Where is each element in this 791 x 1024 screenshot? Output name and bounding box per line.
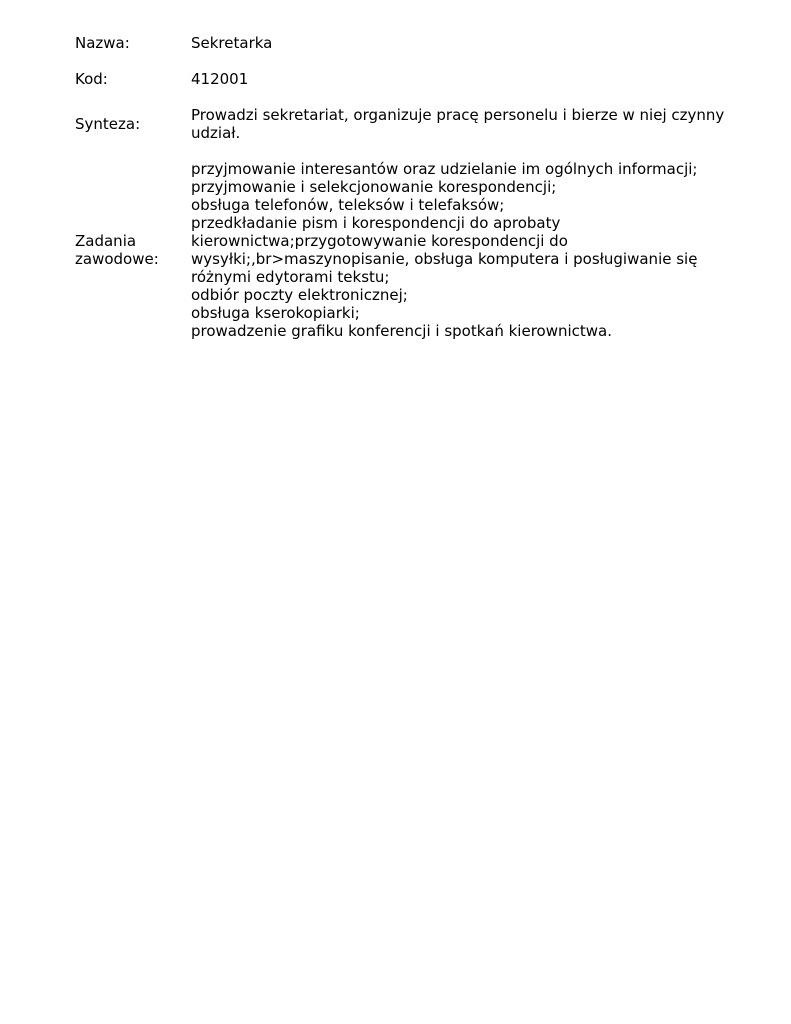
spacer-row: [72, 142, 752, 160]
task-item: prowadzenie grafiku konferencji i spotkań kierownictwa.: [191, 322, 613, 340]
synthesis-row: [72, 106, 752, 142]
tasks-row: [72, 160, 752, 340]
tasks-label: Zadania zawodowe:: [75, 232, 159, 268]
code-label: Kod:: [75, 70, 108, 88]
code-value: 412001: [191, 70, 249, 88]
task-item: obsługa kserokopiarki;: [191, 304, 360, 322]
tasks-list: [191, 160, 752, 340]
task-item: przyjmowanie interesantów oraz udzielanie im ogólnych informacji;: [191, 160, 698, 178]
code-row: [72, 70, 752, 88]
synthesis-label: Synteza:: [75, 115, 141, 133]
task-item: przyjmowanie i selekcjonowanie korespondencji;: [191, 178, 557, 196]
spacer-row: [72, 52, 752, 70]
synthesis-value: Prowadzi sekretariat, organizuje pracę personelu i bierze w niej czynny udział.: [191, 106, 725, 142]
task-item: obsługa telefonów, teleksów i telefaksów;: [191, 196, 505, 214]
name-value: Sekretarka: [191, 34, 273, 52]
spacer-row: [72, 88, 752, 106]
task-item: odbiór poczty elektronicznej;: [191, 286, 408, 304]
name-label: Nazwa:: [75, 34, 130, 52]
occupation-record-table: [72, 34, 752, 340]
name-row: [72, 34, 752, 52]
task-item: przedkładanie pism i korespondencji do aprobaty kierownictwa;przygotowywanie korespondencji do wysyłki;,br>maszynopisanie, obsługa komputera i posługiwanie się różnymi edytorami tekstu;: [191, 214, 698, 286]
